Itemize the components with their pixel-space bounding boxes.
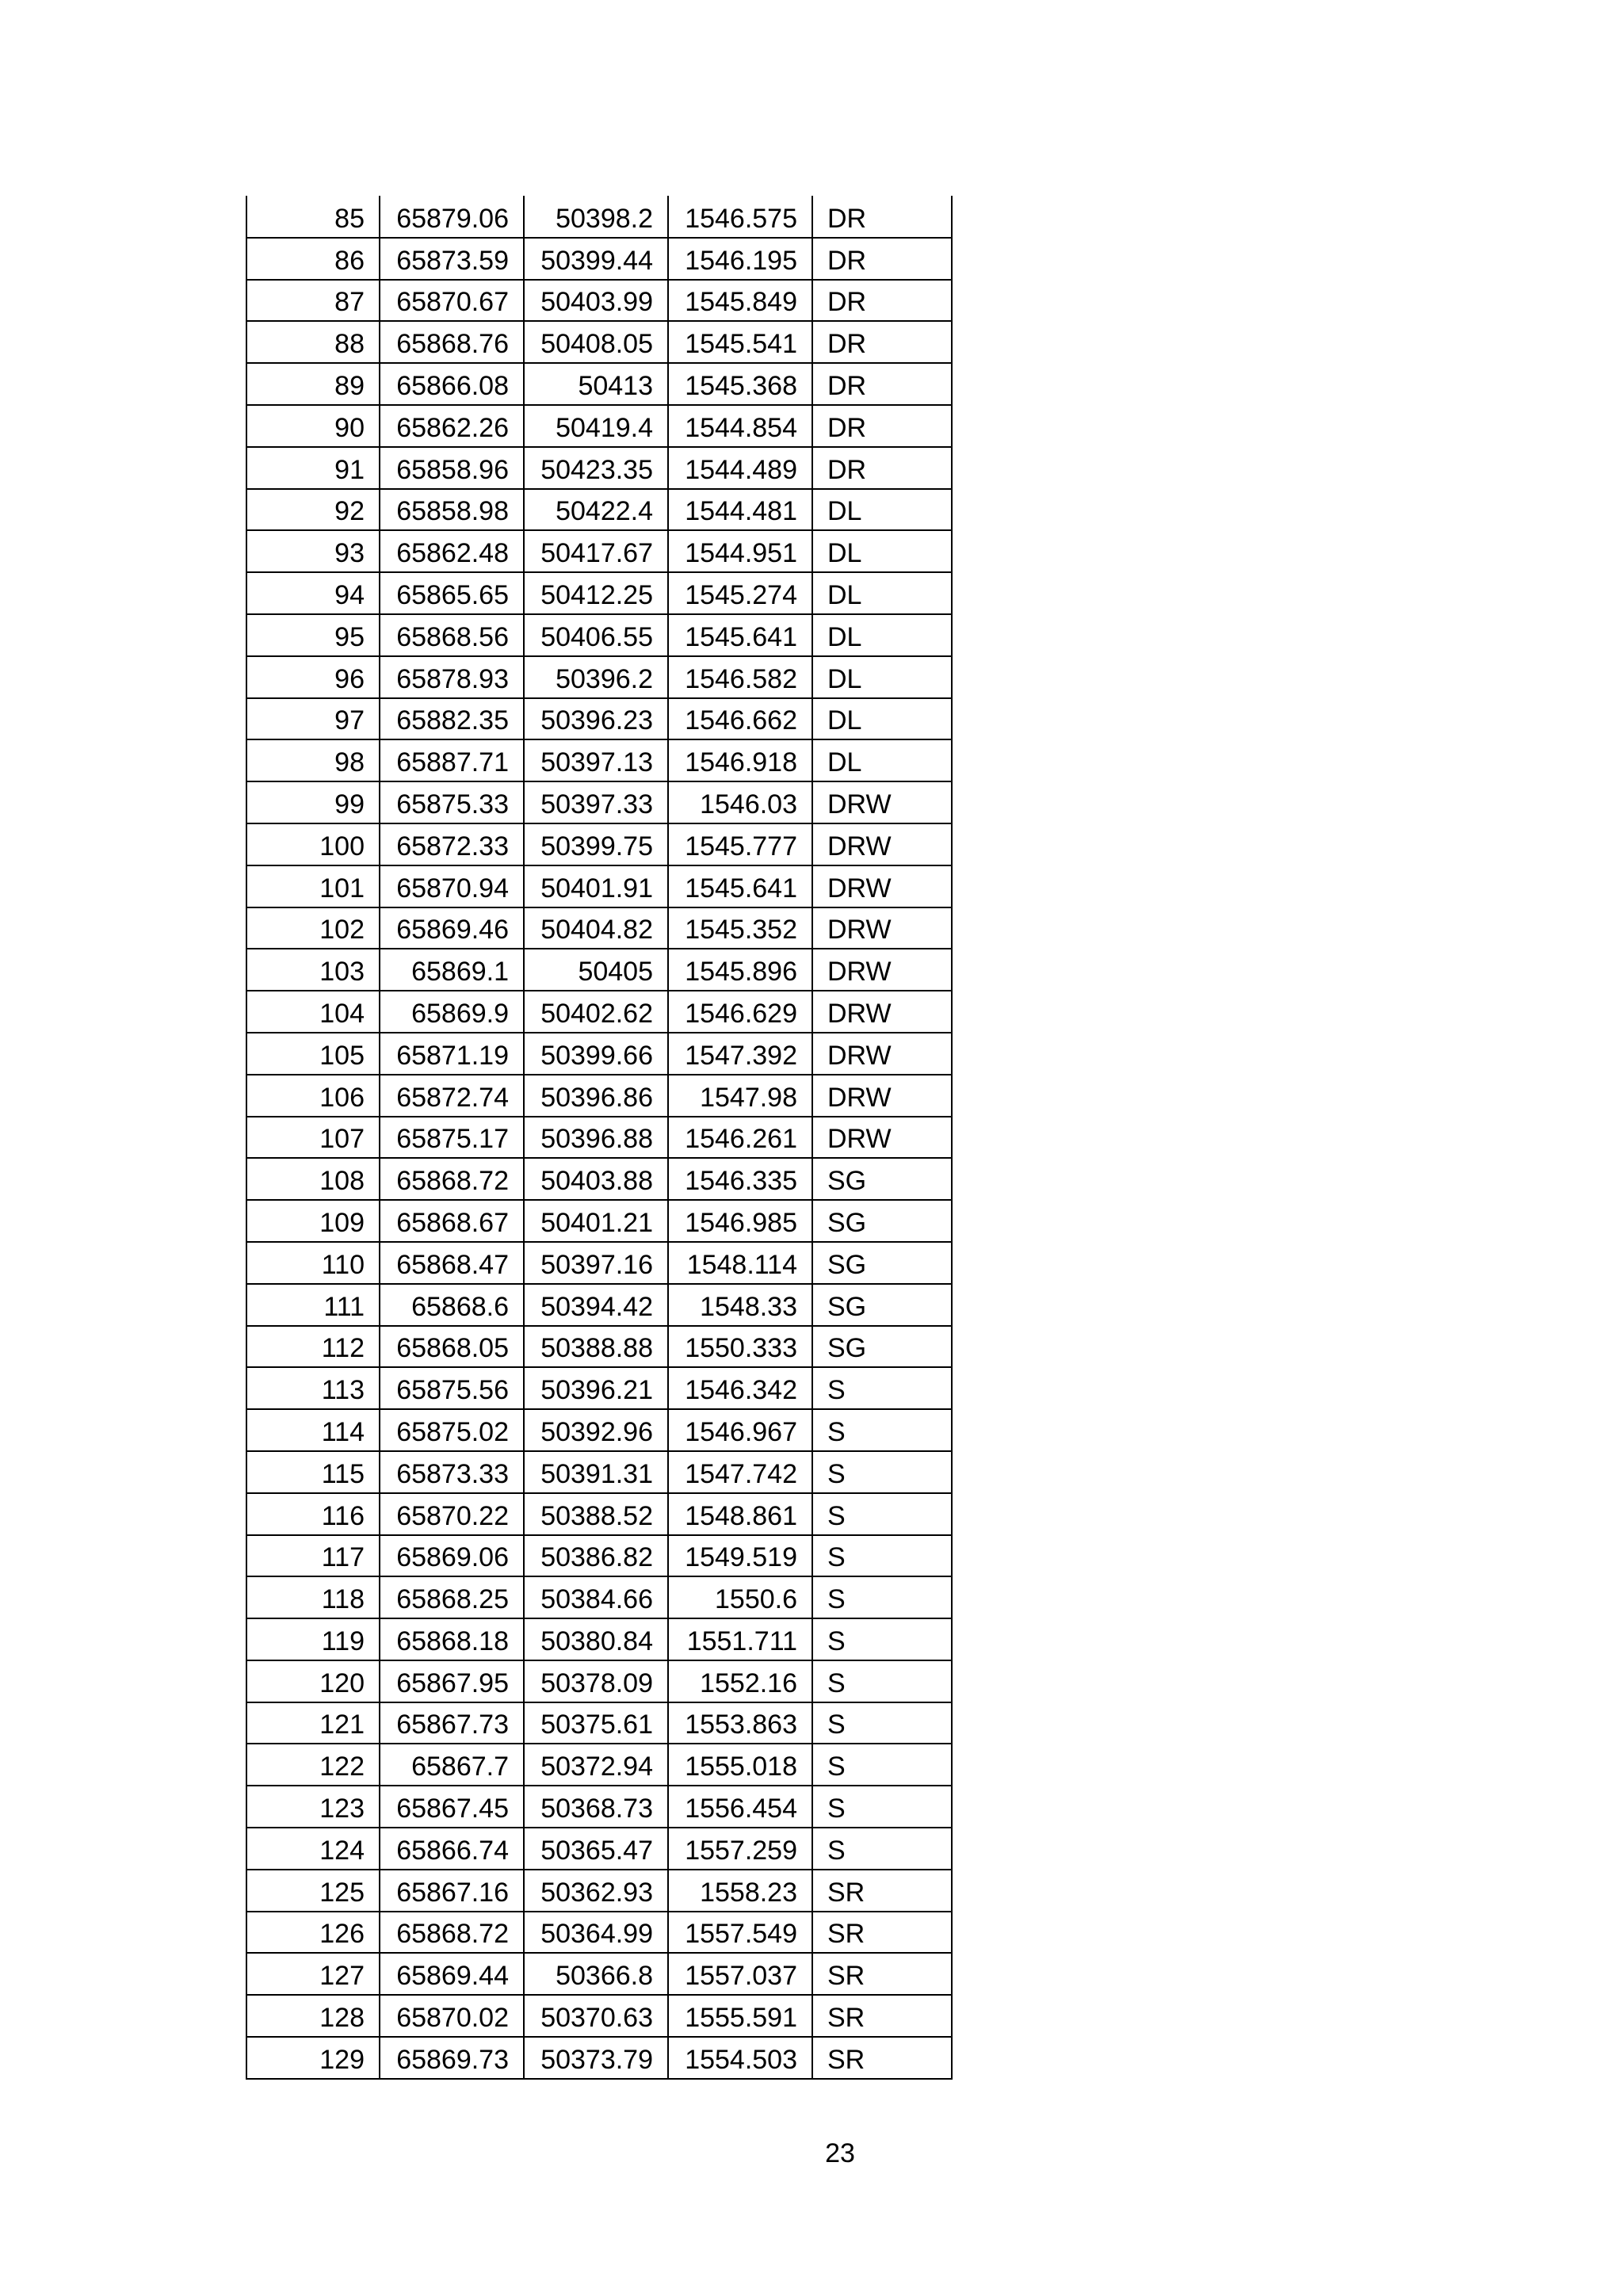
x-coordinate-cell: 65875.56 [380,1367,524,1409]
code-cell: DL [812,698,952,740]
table-row [246,1535,952,1577]
y-coordinate-cell: 50398.2 [524,196,668,238]
point-id-cell: 118 [246,1576,380,1618]
elevation-cell: 1547.392 [668,1033,812,1075]
x-coordinate-cell: 65862.48 [380,530,524,572]
point-id-cell: 122 [246,1744,380,1786]
y-coordinate-cell: 50373.79 [524,2037,668,2079]
code-cell: DR [812,238,952,280]
table-row [246,656,952,698]
table-row [246,2037,952,2079]
elevation-cell: 1548.861 [668,1493,812,1535]
y-coordinate-cell: 50402.62 [524,991,668,1033]
elevation-cell: 1546.261 [668,1117,812,1159]
y-coordinate-cell: 50391.31 [524,1451,668,1493]
table-row [246,1702,952,1744]
code-cell: SR [812,1912,952,1954]
table-row [246,363,952,405]
x-coordinate-cell: 65865.65 [380,572,524,614]
point-id-cell: 100 [246,823,380,865]
table-row [246,489,952,531]
x-coordinate-cell: 65868.05 [380,1326,524,1368]
x-coordinate-cell: 65866.08 [380,363,524,405]
code-cell: S [812,1535,952,1577]
code-cell: SR [812,1953,952,1995]
x-coordinate-cell: 65858.98 [380,489,524,531]
table-row [246,1158,952,1200]
code-cell: S [812,1367,952,1409]
x-coordinate-cell: 65858.96 [380,447,524,489]
point-id-cell: 103 [246,949,380,991]
table-row [246,1660,952,1702]
y-coordinate-cell: 50422.4 [524,489,668,531]
y-coordinate-cell: 50399.66 [524,1033,668,1075]
code-cell: DRW [812,991,952,1033]
elevation-cell: 1545.368 [668,363,812,405]
elevation-cell: 1544.951 [668,530,812,572]
table-row [246,1075,952,1117]
table-row [246,1912,952,1954]
table-row [246,1451,952,1493]
code-cell: S [812,1702,952,1744]
elevation-cell: 1546.335 [668,1158,812,1200]
point-id-cell: 124 [246,1828,380,1870]
table-row [246,321,952,363]
y-coordinate-cell: 50408.05 [524,321,668,363]
y-coordinate-cell: 50412.25 [524,572,668,614]
elevation-cell: 1545.641 [668,865,812,907]
point-id-cell: 111 [246,1284,380,1326]
point-id-cell: 91 [246,447,380,489]
code-cell: S [812,1744,952,1786]
elevation-cell: 1545.849 [668,280,812,322]
code-cell: SR [812,2037,952,2079]
y-coordinate-cell: 50396.88 [524,1117,668,1159]
x-coordinate-cell: 65867.7 [380,1744,524,1786]
x-coordinate-cell: 65878.93 [380,656,524,698]
x-coordinate-cell: 65869.73 [380,2037,524,2079]
code-cell: DL [812,489,952,531]
code-cell: DRW [812,949,952,991]
x-coordinate-cell: 65867.95 [380,1660,524,1702]
code-cell: S [812,1576,952,1618]
y-coordinate-cell: 50403.99 [524,280,668,322]
y-coordinate-cell: 50396.2 [524,656,668,698]
y-coordinate-cell: 50423.35 [524,447,668,489]
point-id-cell: 106 [246,1075,380,1117]
code-cell: SG [812,1326,952,1368]
elevation-cell: 1552.16 [668,1660,812,1702]
y-coordinate-cell: 50368.73 [524,1786,668,1828]
point-id-cell: 126 [246,1912,380,1954]
table-row [246,447,952,489]
table-row [246,1493,952,1535]
x-coordinate-cell: 65862.26 [380,405,524,447]
x-coordinate-cell: 65873.33 [380,1451,524,1493]
table-row [246,1576,952,1618]
point-id-cell: 129 [246,2037,380,2079]
table-row [246,1117,952,1159]
y-coordinate-cell: 50384.66 [524,1576,668,1618]
table-row [246,1953,952,1995]
table-row [246,614,952,656]
x-coordinate-cell: 65868.56 [380,614,524,656]
table-row [246,196,952,238]
page-number: 23 [825,2138,855,2168]
point-id-cell: 101 [246,865,380,907]
y-coordinate-cell: 50399.44 [524,238,668,280]
x-coordinate-cell: 65868.25 [380,1576,524,1618]
point-id-cell: 105 [246,1033,380,1075]
code-cell: DL [812,739,952,781]
table-row [246,1409,952,1451]
point-id-cell: 89 [246,363,380,405]
point-id-cell: 85 [246,196,380,238]
y-coordinate-cell: 50388.88 [524,1326,668,1368]
elevation-cell: 1557.259 [668,1828,812,1870]
x-coordinate-cell: 65871.19 [380,1033,524,1075]
elevation-cell: 1557.037 [668,1953,812,1995]
code-cell: SR [812,1995,952,2037]
point-id-cell: 104 [246,991,380,1033]
elevation-cell: 1546.629 [668,991,812,1033]
table-row [246,698,952,740]
table-row [246,1326,952,1368]
point-id-cell: 99 [246,781,380,823]
elevation-cell: 1544.489 [668,447,812,489]
code-cell: SG [812,1242,952,1284]
x-coordinate-cell: 65868.47 [380,1242,524,1284]
point-id-cell: 125 [246,1870,380,1912]
x-coordinate-cell: 65875.02 [380,1409,524,1451]
y-coordinate-cell: 50419.4 [524,405,668,447]
y-coordinate-cell: 50364.99 [524,1912,668,1954]
elevation-cell: 1551.711 [668,1618,812,1660]
elevation-cell: 1546.662 [668,698,812,740]
x-coordinate-cell: 65867.16 [380,1870,524,1912]
elevation-cell: 1545.896 [668,949,812,991]
x-coordinate-cell: 65867.73 [380,1702,524,1744]
elevation-cell: 1546.575 [668,196,812,238]
table-row [246,1744,952,1786]
elevation-cell: 1550.6 [668,1576,812,1618]
point-id-cell: 108 [246,1158,380,1200]
point-id-cell: 127 [246,1953,380,1995]
table-row [246,1200,952,1242]
code-cell: DL [812,530,952,572]
code-cell: S [812,1786,952,1828]
point-id-cell: 116 [246,1493,380,1535]
code-cell: DRW [812,1117,952,1159]
elevation-cell: 1546.918 [668,739,812,781]
y-coordinate-cell: 50375.61 [524,1702,668,1744]
y-coordinate-cell: 50406.55 [524,614,668,656]
table-row [246,907,952,949]
x-coordinate-cell: 65872.33 [380,823,524,865]
point-id-cell: 117 [246,1535,380,1577]
elevation-cell: 1545.541 [668,321,812,363]
point-id-cell: 94 [246,572,380,614]
y-coordinate-cell: 50372.94 [524,1744,668,1786]
x-coordinate-cell: 65870.02 [380,1995,524,2037]
y-coordinate-cell: 50366.8 [524,1953,668,1995]
elevation-cell: 1546.582 [668,656,812,698]
table-row [246,1995,952,2037]
elevation-cell: 1555.018 [668,1744,812,1786]
point-id-cell: 120 [246,1660,380,1702]
table-row [246,949,952,991]
elevation-cell: 1546.967 [668,1409,812,1451]
x-coordinate-cell: 65868.67 [380,1200,524,1242]
elevation-cell: 1548.33 [668,1284,812,1326]
y-coordinate-cell: 50396.86 [524,1075,668,1117]
elevation-cell: 1556.454 [668,1786,812,1828]
elevation-cell: 1550.333 [668,1326,812,1368]
code-cell: DRW [812,865,952,907]
x-coordinate-cell: 65870.94 [380,865,524,907]
x-coordinate-cell: 65868.6 [380,1284,524,1326]
y-coordinate-cell: 50404.82 [524,907,668,949]
code-cell: S [812,1493,952,1535]
y-coordinate-cell: 50362.93 [524,1870,668,1912]
code-cell: SR [812,1870,952,1912]
point-id-cell: 88 [246,321,380,363]
code-cell: SG [812,1200,952,1242]
code-cell: DL [812,614,952,656]
x-coordinate-cell: 65875.33 [380,781,524,823]
elevation-cell: 1547.742 [668,1451,812,1493]
x-coordinate-cell: 65868.72 [380,1912,524,1954]
point-id-cell: 97 [246,698,380,740]
y-coordinate-cell: 50401.91 [524,865,668,907]
code-cell: DRW [812,907,952,949]
x-coordinate-cell: 65870.67 [380,280,524,322]
y-coordinate-cell: 50396.23 [524,698,668,740]
code-cell: DRW [812,1033,952,1075]
y-coordinate-cell: 50399.75 [524,823,668,865]
x-coordinate-cell: 65868.76 [380,321,524,363]
code-cell: DR [812,405,952,447]
table-row [246,781,952,823]
table-row [246,1284,952,1326]
elevation-cell: 1558.23 [668,1870,812,1912]
y-coordinate-cell: 50397.13 [524,739,668,781]
elevation-cell: 1547.98 [668,1075,812,1117]
code-cell: S [812,1451,952,1493]
elevation-cell: 1549.519 [668,1535,812,1577]
x-coordinate-cell: 65875.17 [380,1117,524,1159]
table-row [246,1828,952,1870]
x-coordinate-cell: 65873.59 [380,238,524,280]
table-row [246,1618,952,1660]
table-row [246,530,952,572]
elevation-cell: 1545.641 [668,614,812,656]
x-coordinate-cell: 65882.35 [380,698,524,740]
x-coordinate-cell: 65869.9 [380,991,524,1033]
elevation-cell: 1546.03 [668,781,812,823]
point-id-cell: 114 [246,1409,380,1451]
y-coordinate-cell: 50397.16 [524,1242,668,1284]
point-id-cell: 113 [246,1367,380,1409]
x-coordinate-cell: 65867.45 [380,1786,524,1828]
code-cell: S [812,1618,952,1660]
point-id-cell: 95 [246,614,380,656]
y-coordinate-cell: 50397.33 [524,781,668,823]
x-coordinate-cell: 65868.18 [380,1618,524,1660]
elevation-cell: 1544.481 [668,489,812,531]
x-coordinate-cell: 65868.72 [380,1158,524,1200]
y-coordinate-cell: 50378.09 [524,1660,668,1702]
x-coordinate-cell: 65879.06 [380,196,524,238]
elevation-cell: 1557.549 [668,1912,812,1954]
y-coordinate-cell: 50386.82 [524,1535,668,1577]
point-id-cell: 110 [246,1242,380,1284]
table-row [246,572,952,614]
point-id-cell: 109 [246,1200,380,1242]
table-row [246,739,952,781]
elevation-cell: 1546.195 [668,238,812,280]
elevation-cell: 1545.274 [668,572,812,614]
point-id-cell: 93 [246,530,380,572]
point-id-cell: 123 [246,1786,380,1828]
point-id-cell: 121 [246,1702,380,1744]
x-coordinate-cell: 65869.46 [380,907,524,949]
point-id-cell: 112 [246,1326,380,1368]
y-coordinate-cell: 50394.42 [524,1284,668,1326]
elevation-cell: 1545.352 [668,907,812,949]
code-cell: DR [812,280,952,322]
table-row [246,1870,952,1912]
elevation-cell: 1545.777 [668,823,812,865]
point-id-cell: 87 [246,280,380,322]
x-coordinate-cell: 65870.22 [380,1493,524,1535]
elevation-cell: 1546.342 [668,1367,812,1409]
code-cell: DR [812,363,952,405]
y-coordinate-cell: 50403.88 [524,1158,668,1200]
x-coordinate-cell: 65866.74 [380,1828,524,1870]
elevation-cell: 1548.114 [668,1242,812,1284]
x-coordinate-cell: 65869.44 [380,1953,524,1995]
y-coordinate-cell: 50388.52 [524,1493,668,1535]
point-id-cell: 102 [246,907,380,949]
y-coordinate-cell: 50380.84 [524,1618,668,1660]
y-coordinate-cell: 50396.21 [524,1367,668,1409]
elevation-cell: 1555.591 [668,1995,812,2037]
point-id-cell: 96 [246,656,380,698]
y-coordinate-cell: 50413 [524,363,668,405]
y-coordinate-cell: 50392.96 [524,1409,668,1451]
table-row [246,238,952,280]
code-cell: DL [812,656,952,698]
table-row [246,280,952,322]
code-cell: DRW [812,781,952,823]
elevation-cell: 1546.985 [668,1200,812,1242]
table-row [246,1786,952,1828]
elevation-cell: 1544.854 [668,405,812,447]
y-coordinate-cell: 50365.47 [524,1828,668,1870]
code-cell: DR [812,196,952,238]
survey-points-table [246,196,953,2080]
code-cell: DRW [812,823,952,865]
y-coordinate-cell: 50401.21 [524,1200,668,1242]
table-body [246,196,952,2079]
point-id-cell: 90 [246,405,380,447]
point-id-cell: 115 [246,1451,380,1493]
table-row [246,823,952,865]
y-coordinate-cell: 50417.67 [524,530,668,572]
point-id-cell: 119 [246,1618,380,1660]
elevation-cell: 1553.863 [668,1702,812,1744]
point-id-cell: 98 [246,739,380,781]
point-id-cell: 92 [246,489,380,531]
code-cell: SG [812,1158,952,1200]
code-cell: S [812,1660,952,1702]
table-row [246,1033,952,1075]
point-id-cell: 107 [246,1117,380,1159]
point-id-cell: 128 [246,1995,380,2037]
table-row [246,865,952,907]
table-row [246,1367,952,1409]
code-cell: DL [812,572,952,614]
x-coordinate-cell: 65869.06 [380,1535,524,1577]
x-coordinate-cell: 65872.74 [380,1075,524,1117]
code-cell: SG [812,1284,952,1326]
x-coordinate-cell: 65887.71 [380,739,524,781]
y-coordinate-cell: 50370.63 [524,1995,668,2037]
y-coordinate-cell: 50405 [524,949,668,991]
point-id-cell: 86 [246,238,380,280]
code-cell: DR [812,447,952,489]
code-cell: DR [812,321,952,363]
table-row [246,991,952,1033]
code-cell: DRW [812,1075,952,1117]
table-row [246,1242,952,1284]
code-cell: S [812,1828,952,1870]
x-coordinate-cell: 65869.1 [380,949,524,991]
table-row [246,405,952,447]
elevation-cell: 1554.503 [668,2037,812,2079]
code-cell: S [812,1409,952,1451]
